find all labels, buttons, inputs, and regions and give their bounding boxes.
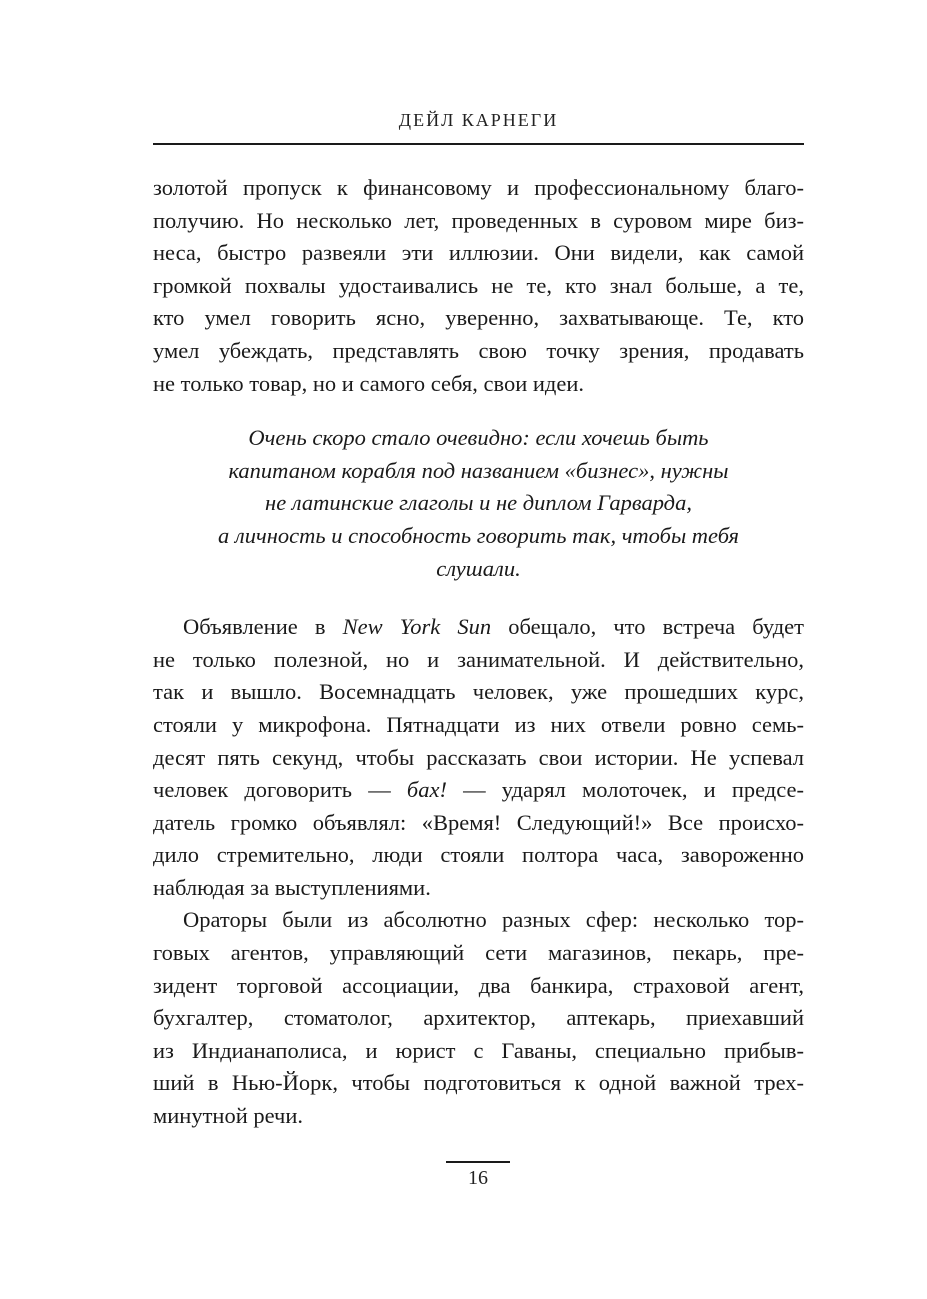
text-line: ший в Нью-Йорк, чтобы подготовиться к одной важной трех-	[153, 1070, 804, 1096]
text-run: человек договорить —	[153, 777, 407, 803]
quote-line: не латинские глаголы и не диплом Гарварда,	[265, 490, 692, 516]
paragraph-3	[153, 904, 804, 1132]
paragraph-1	[153, 172, 804, 400]
text-line: получию. Но несколько лет, проведенных в суровом мире биз-	[153, 207, 804, 233]
quote-line: а личность и способность говорить так, чтобы тебя	[218, 522, 739, 548]
page-number: 16	[468, 1167, 488, 1189]
paragraph-2	[153, 611, 804, 904]
pull-quote	[153, 422, 804, 585]
text-run: обещало, что встреча будет	[491, 614, 804, 640]
text-line	[153, 774, 804, 807]
quote-line: капитаном корабля под названием «бизнес», нужны	[228, 457, 729, 483]
text-line: наблюдая за выступлениями.	[153, 874, 431, 900]
text-line	[153, 611, 804, 644]
text-line: Ораторы были из абсолютно разных сфер: несколько тор-	[183, 907, 804, 933]
text-line: громкой похвалы удостаивались не те, кто знал больше, а те,	[153, 272, 804, 298]
quote-line: Очень скоро стало очевидно: если хочешь быть	[248, 425, 709, 451]
emphasis: бах!	[406, 777, 447, 803]
text-line: неса, быстро развеяли эти иллюзии. Они видели, как самой	[153, 240, 804, 266]
text-line: из Индианаполиса, и юрист с Гаваны, специально прибыв-	[153, 1037, 804, 1063]
text-line: умел убеждать, представлять свою точку зрения, продавать	[153, 337, 804, 363]
text-line: десят пять секунд, чтобы рассказать свои истории. Не успевал	[153, 744, 804, 770]
text-line: датель громко объявлял: «Время! Следующий!» Все происхо-	[153, 809, 804, 835]
text-run: Объявление в	[183, 614, 343, 640]
text-line: золотой пропуск к финансовому и профессиональному благо-	[153, 175, 804, 200]
text-line: не только товар, но и самого себя, свои идеи.	[153, 370, 585, 396]
text-line: стояли у микрофона. Пятнадцати из них отвели ровно семь-	[153, 711, 804, 737]
quote-line: слушали.	[436, 555, 521, 581]
text-line: говых агентов, управляющий сети магазинов, пекарь, пре-	[153, 940, 804, 966]
text-line: дило стремительно, люди стояли полтора часа, завороженно	[153, 842, 804, 868]
text-line: минутной речи.	[153, 1103, 304, 1129]
text-run: — ударял молоточек, и предсе-	[446, 777, 804, 803]
footer-rule	[446, 1161, 510, 1163]
running-head: ДЕЙЛ КАРНЕГИ	[398, 110, 559, 130]
header-rule	[153, 143, 804, 145]
text-line: кто умел говорить ясно, уверенно, захватывающе. Те, кто	[153, 305, 804, 331]
newspaper-title: New York Sun	[342, 614, 492, 640]
text-line: зидент торговой ассоциации, два банкира, страховой агент,	[153, 972, 804, 998]
text-line: бухгалтер, стоматолог, архитектор, аптекарь, приехавший	[153, 1005, 804, 1031]
text-line: так и вышло. Восемнадцать человек, уже прошедших курс,	[153, 679, 804, 705]
text-line: не только полезной, но и занимательной. И действительно,	[153, 646, 804, 672]
page-body	[153, 172, 804, 1133]
